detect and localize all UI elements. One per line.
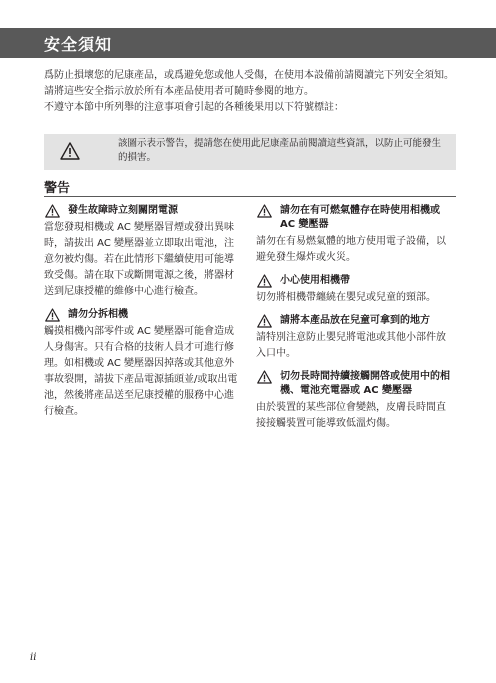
intro [44, 68, 456, 116]
warning-triangle-icon [257, 204, 272, 218]
warning-triangle-icon [257, 314, 272, 328]
warning-body-text: 切勿將相機帶纏繞在嬰兒或兒童的頸部。 [256, 292, 436, 303]
warning-body-text: 請勿在有易燃氣體的地方使用電子設備，以避免發生爆炸或火災。 [256, 236, 446, 263]
left-column [44, 204, 240, 428]
page-title: 安全須知 [44, 35, 113, 54]
warning-triangle-icon [257, 370, 272, 384]
warning-body-text: 當您發現相機或 AC 變壓器冒煙或發出異味時，請拔出 AC 變壓器並立即取出電池，注意勿被灼傷。若在此情形下繼續使用可能導致受傷。請在取下或斷開電源之後，將器材送到尼康授權的維修中心進行檢查。 [44, 222, 235, 297]
warning-item [256, 370, 452, 432]
warning-body-text: 觸摸相機內部零件或 AC 變壓器可能會造成人身傷害。只有合格的技術人員才可進行修理。如相機或 AC 變壓器因掉落或其他意外事故裂開，請拔下產品電源插頭並/或取出電池，然後將產品送至尼康授權的服務中心進行檢查。 [44, 326, 238, 417]
warning-title-text: 請勿分拆相機 [68, 309, 128, 320]
warning-body-text: 請特別注意防止嬰兒將電池或其他小部件放入口中。 [256, 332, 446, 359]
warning-item [44, 308, 240, 420]
warning-item-title [44, 204, 240, 218]
warning-item-title [256, 370, 452, 398]
warning-triangle-icon [60, 142, 80, 160]
warning-item-title [256, 274, 452, 288]
warning-triangle-icon [45, 308, 60, 322]
intro-paragraph-2: 不遵守本節中所列舉的注意事項會引起的各種後果用以下符號標註： [44, 102, 344, 113]
warning-item [256, 314, 452, 362]
warning-symbol-notice [44, 134, 456, 170]
warning-triangle-icon [257, 274, 272, 288]
warning-item-title [256, 204, 452, 232]
section-heading-warning: 警告 [44, 181, 71, 196]
page-number: ii [30, 652, 37, 663]
warning-title-text: 請將本產品放在兒童可拿到的地方 [280, 315, 430, 326]
warning-item [256, 204, 452, 266]
warning-title-text: 切勿長時間持續接觸開啓或使用中的相機、電池充電器或 AC 變壓器 [280, 371, 450, 396]
section-divider [44, 196, 456, 197]
warning-body-text: 由於裝置的某些部位會變熱，皮膚長時間直接接觸裝置可能導致低溫灼傷。 [256, 402, 446, 429]
title-bar [0, 28, 496, 58]
warning-title-text: 請勿在有可燃氣體存在時使用相機或 AC 變壓器 [280, 205, 440, 230]
warning-item-title [44, 308, 240, 322]
warning-item-title [256, 314, 452, 328]
warning-triangle-icon [45, 204, 60, 218]
notice-text: 該圖示表示警告，提請您在使用此尼康產品前閱讀這些資訊，以防止可能發生的損害。 [118, 138, 442, 163]
warning-item [256, 274, 452, 306]
warning-item [44, 204, 240, 300]
intro-paragraph-1: 爲防止損壞您的尼康產品，或爲避免您或他人受傷，在使用本設備前請閱讀完下列安全須知。請將這些安全指示放於所有本產品使用者可隨時參閱的地方。 [44, 70, 454, 97]
warning-title-text: 發生故障時立刻關閉電源 [68, 205, 178, 216]
right-column [256, 204, 452, 440]
warning-title-text: 小心使用相機帶 [280, 275, 350, 286]
